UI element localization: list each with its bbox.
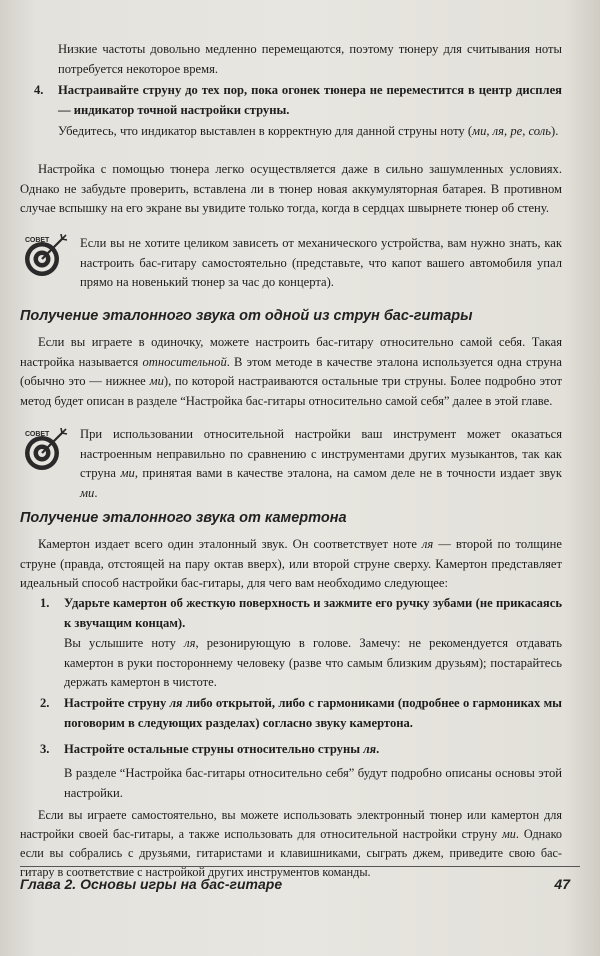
footer-divider — [20, 866, 580, 867]
tip-2-text: При использовании относительной настройки ваш инструмент может оказаться настроенным неправильно по сравнению с инструментами других музыкантов, так как струна ми, принятая вами в качестве эталона, на самом деле не в точности издает звук ми. — [80, 427, 562, 500]
closing-paragraph: Если вы играете самостоятельно, вы можете использовать электронный тюнер или камертон для настройки своей бас-гитары, а также использовать для относительной настройки струну ми. Однако если вы собрались с друзьями, гитаристами и клавишниками, сыграть джем, приведите свою бас-гитару в соответствие с настройкой других инструментов команды. — [20, 808, 562, 879]
noise-paragraph: Настройка с помощью тюнера легко осуществляется даже в сильно зашумленных условиях. Однако не забудьте проверить, вставлена ли в тюнер новая аккумуляторная батарея. В противном случае вспышку на его экране вы увидите только тогда, когда в сердцах швырнете тюнер об стену. — [20, 162, 562, 216]
tip-target-icon — [22, 234, 68, 278]
step-4-description: Убедитесь, что индикатор выставлен в корректную для данной струны ноту (ми, ля, ре, соль). — [58, 124, 559, 138]
tip-1-text: Если вы не хотите целиком зависеть от механического устройства, вам нужно знать, как настроить бас-гитару самостоятельно (представьте, что капот вашего автомобиля упал прямо на новенький тюнер за час до концерта). — [80, 236, 562, 290]
step-3-instruction: Настройте остальные струны относительно струны ля. — [64, 742, 380, 756]
intro-paragraph: Низкие частоты довольно медленно перемещаются, поэтому тюнеру для считывания ноты потребуется некоторое время. — [58, 42, 562, 76]
step-number: 4. — [34, 83, 44, 97]
section-heading: Получение эталонного звука от одной из струн бас-гитары — [20, 308, 473, 324]
section-2-paragraph: Камертон издает всего один эталонный звук. Он соответствует ноте ля — второй по толщине струне (правда, отстоящей на пару октав вверх), или второй струне сверху. Камертон представляет идеальный способ настройки бас-гитары, для чего вам необходимо следующее: — [20, 537, 562, 591]
tip-label: СОВЕТ — [25, 237, 50, 244]
step-3-description: В разделе “Настройка бас-гитары относительно себя” будут подробно описаны основы этой настройки. — [64, 766, 562, 800]
step-4-instruction: Настраивайте струну до тех пор, пока огонек тюнера не переместится в центр дисплея — индикатор точной настройки струны. — [58, 83, 562, 117]
tip-target-icon — [22, 428, 68, 472]
tip-label: СОВЕТ — [25, 431, 50, 438]
step-1-description: Вы услышите ноту ля, резонирующую в голове. Замечу: не рекомендуется отдавать камертон в руки постороннему человеку (разве что самым близким друзьям); постарайтесь держать камертон в чистоте. — [64, 636, 562, 690]
section-heading: Получение эталонного звука от камертона — [20, 510, 347, 526]
chapter-footer: Глава 2. Основы игры на бас-гитаре — [20, 876, 283, 892]
page-number: 47 — [554, 876, 570, 892]
step-1-instruction: Ударьте камертон об жесткую поверхность и зажмите его ручку зубами (не прикасаясь к звучащим концам). — [64, 596, 562, 630]
step-number: 1. — [40, 596, 50, 610]
step-2-instruction: Настройте струну ля либо открытой, либо с гармониками (подробнее о гармониках мы поговорим в следующих разделах) согласно звуку камертона. — [64, 696, 562, 730]
section-1-paragraph: Если вы играете в одиночку, можете настроить бас-гитару относительно самой себя. Такая настройка называется относительной. В этом методе в качестве эталона используется одна струна (обычно это — нижнее ми), по которой настраиваются остальные три струны. Более подробно этот метод будет описан в разделе “Настройка бас-гитары относительно самой себя” далее в этой главе. — [20, 335, 562, 408]
step-number: 3. — [40, 742, 50, 756]
step-number: 2. — [40, 696, 50, 710]
